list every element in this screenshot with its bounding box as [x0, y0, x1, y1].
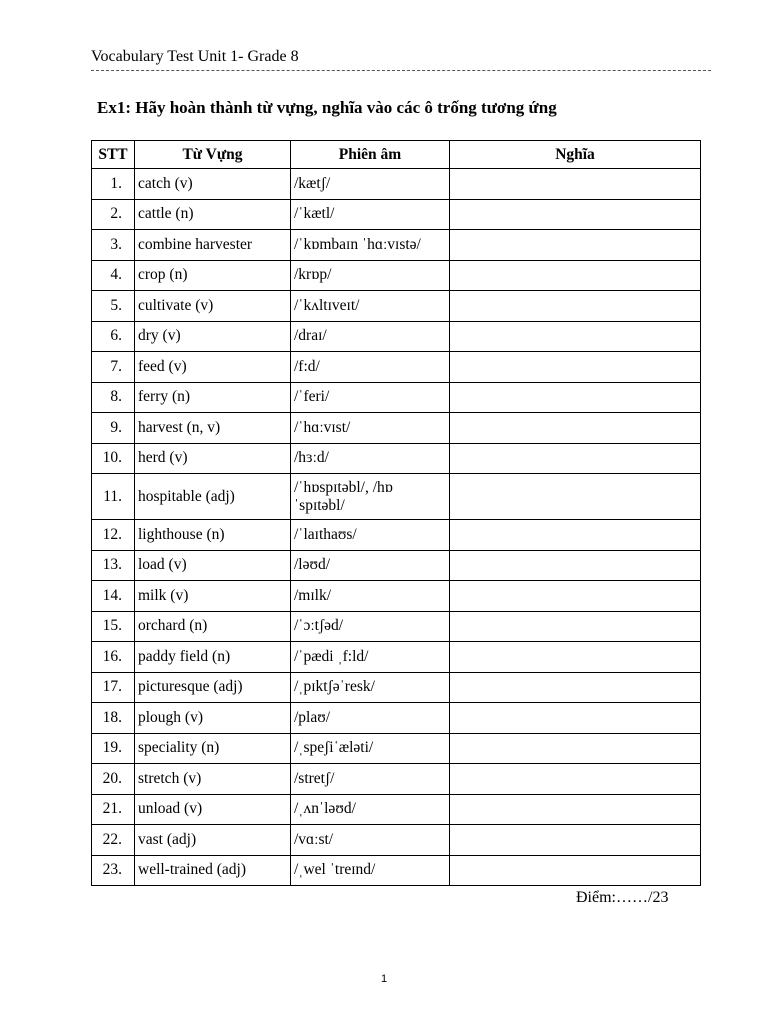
table-row: [92, 474, 701, 520]
vocabulary-word: cultivate (v): [135, 291, 291, 322]
phonetic-transcription: /ˈɔːtʃəd/: [291, 611, 450, 642]
vocabulary-word: speciality (n): [135, 733, 291, 764]
row-number: 1.: [92, 169, 135, 200]
row-number: 19.: [92, 733, 135, 764]
vocabulary-word: ferry (n): [135, 382, 291, 413]
table-row: [92, 382, 701, 413]
meaning-cell[interactable]: [450, 794, 701, 825]
meaning-cell[interactable]: [450, 672, 701, 703]
row-number: 17.: [92, 672, 135, 703]
vocabulary-table: [91, 140, 701, 886]
table-body: [92, 169, 701, 886]
column-header-stt: STT: [92, 141, 135, 169]
table-row: [92, 825, 701, 856]
table-row: [92, 672, 701, 703]
table-row: [92, 855, 701, 886]
row-number: 2.: [92, 199, 135, 230]
row-number: 9.: [92, 413, 135, 444]
table-row: [92, 321, 701, 352]
row-number: 4.: [92, 260, 135, 291]
vocabulary-word: hospitable (adj): [135, 474, 291, 520]
meaning-cell[interactable]: [450, 474, 701, 520]
table-row: [92, 581, 701, 612]
row-number: 20.: [92, 764, 135, 795]
phonetic-transcription: /plaʊ/: [291, 703, 450, 734]
table-row: [92, 733, 701, 764]
meaning-cell[interactable]: [450, 382, 701, 413]
row-number: 14.: [92, 581, 135, 612]
phonetic-transcription: /ˈferi/: [291, 382, 450, 413]
phonetic-transcription: /ˈhɒspɪtəbl/, /hɒ ˈspɪtəbl/: [291, 474, 450, 520]
vocabulary-word: picturesque (adj): [135, 672, 291, 703]
row-number: 15.: [92, 611, 135, 642]
vocabulary-word: milk (v): [135, 581, 291, 612]
vocabulary-word: dry (v): [135, 321, 291, 352]
phonetic-transcription: /ˈkʌltɪveɪt/: [291, 291, 450, 322]
meaning-cell[interactable]: [450, 703, 701, 734]
column-header-meaning: Nghĩa: [450, 141, 701, 169]
meaning-cell[interactable]: [450, 611, 701, 642]
vocabulary-word: plough (v): [135, 703, 291, 734]
vocabulary-word: stretch (v): [135, 764, 291, 795]
column-header-ipa: Phiên âm: [291, 141, 450, 169]
vocabulary-word: paddy field (n): [135, 642, 291, 673]
phonetic-transcription: /ˈpædi ˌf:ld/: [291, 642, 450, 673]
table-row: [92, 703, 701, 734]
phonetic-transcription: /ˈkætl/: [291, 199, 450, 230]
meaning-cell[interactable]: [450, 413, 701, 444]
phonetic-transcription: /ˈhɑːvɪst/: [291, 413, 450, 444]
table-row: [92, 413, 701, 444]
exercise-title: Ex1: Hãy hoàn thành từ vựng, nghĩa vào các ô trống tương ứng: [97, 98, 557, 117]
table-row: [92, 260, 701, 291]
table-row: [92, 199, 701, 230]
phonetic-transcription: /ləʊd/: [291, 550, 450, 581]
vocabulary-word: load (v): [135, 550, 291, 581]
row-number: 8.: [92, 382, 135, 413]
vocabulary-word: well-trained (adj): [135, 855, 291, 886]
phonetic-transcription: /krɒp/: [291, 260, 450, 291]
row-number: 11.: [92, 474, 135, 520]
meaning-cell[interactable]: [450, 199, 701, 230]
phonetic-transcription: /kætʃ/: [291, 169, 450, 200]
table-row: [92, 550, 701, 581]
phonetic-transcription: /draɪ/: [291, 321, 450, 352]
column-header-word: Từ Vựng: [135, 141, 291, 169]
row-number: 10.: [92, 443, 135, 474]
meaning-cell[interactable]: [450, 764, 701, 795]
phonetic-transcription: /f:d/: [291, 352, 450, 383]
meaning-cell[interactable]: [450, 825, 701, 856]
row-number: 16.: [92, 642, 135, 673]
table-row: [92, 642, 701, 673]
vocabulary-word: cattle (n): [135, 199, 291, 230]
table-header-row: [92, 141, 701, 169]
meaning-cell[interactable]: [450, 520, 701, 551]
table-row: [92, 443, 701, 474]
phonetic-transcription: /ˌʌnˈləʊd/: [291, 794, 450, 825]
meaning-cell[interactable]: [450, 352, 701, 383]
row-number: 23.: [92, 855, 135, 886]
table-row: [92, 794, 701, 825]
table-row: [92, 291, 701, 322]
table-row: [92, 230, 701, 261]
phonetic-transcription: /mɪlk/: [291, 581, 450, 612]
meaning-cell[interactable]: [450, 291, 701, 322]
meaning-cell[interactable]: [450, 230, 701, 261]
row-number: 21.: [92, 794, 135, 825]
vocabulary-word: lighthouse (n): [135, 520, 291, 551]
score-line: Điểm:……/23: [576, 889, 669, 906]
table-row: [92, 520, 701, 551]
table-row: [92, 352, 701, 383]
phonetic-transcription: /stretʃ/: [291, 764, 450, 795]
phonetic-transcription: /ˌpɪktʃəˈresk/: [291, 672, 450, 703]
vocabulary-word: catch (v): [135, 169, 291, 200]
phonetic-transcription: /ˌspeʃiˈæləti/: [291, 733, 450, 764]
vocabulary-word: crop (n): [135, 260, 291, 291]
vocabulary-word: orchard (n): [135, 611, 291, 642]
vocabulary-word: harvest (n, v): [135, 413, 291, 444]
row-number: 22.: [92, 825, 135, 856]
row-number: 13.: [92, 550, 135, 581]
row-number: 18.: [92, 703, 135, 734]
meaning-cell[interactable]: [450, 855, 701, 886]
meaning-cell[interactable]: [450, 550, 701, 581]
vocabulary-word: vast (adj): [135, 825, 291, 856]
row-number: 5.: [92, 291, 135, 322]
phonetic-transcription: /hɜːd/: [291, 443, 450, 474]
vocabulary-word: herd (v): [135, 443, 291, 474]
page-number: 1: [380, 973, 388, 985]
row-number: 12.: [92, 520, 135, 551]
meaning-cell[interactable]: [450, 260, 701, 291]
document-header: Vocabulary Test Unit 1- Grade 8: [91, 48, 299, 65]
row-number: 3.: [92, 230, 135, 261]
phonetic-transcription: /ˈlaɪthaʊs/: [291, 520, 450, 551]
row-number: 6.: [92, 321, 135, 352]
phonetic-transcription: /ˈkɒmbaɪn ˈhɑːvɪstə/: [291, 230, 450, 261]
meaning-cell[interactable]: [450, 733, 701, 764]
phonetic-transcription: /ˌwel ˈtreɪnd/: [291, 855, 450, 886]
row-number: 7.: [92, 352, 135, 383]
vocabulary-word: unload (v): [135, 794, 291, 825]
vocabulary-word: feed (v): [135, 352, 291, 383]
meaning-cell[interactable]: [450, 443, 701, 474]
table-row: [92, 764, 701, 795]
table-row: [92, 169, 701, 200]
header-divider: [91, 70, 711, 71]
table-row: [92, 611, 701, 642]
vocabulary-word: combine harvester: [135, 230, 291, 261]
meaning-cell[interactable]: [450, 169, 701, 200]
meaning-cell[interactable]: [450, 642, 701, 673]
meaning-cell[interactable]: [450, 321, 701, 352]
meaning-cell[interactable]: [450, 581, 701, 612]
phonetic-transcription: /vɑːst/: [291, 825, 450, 856]
